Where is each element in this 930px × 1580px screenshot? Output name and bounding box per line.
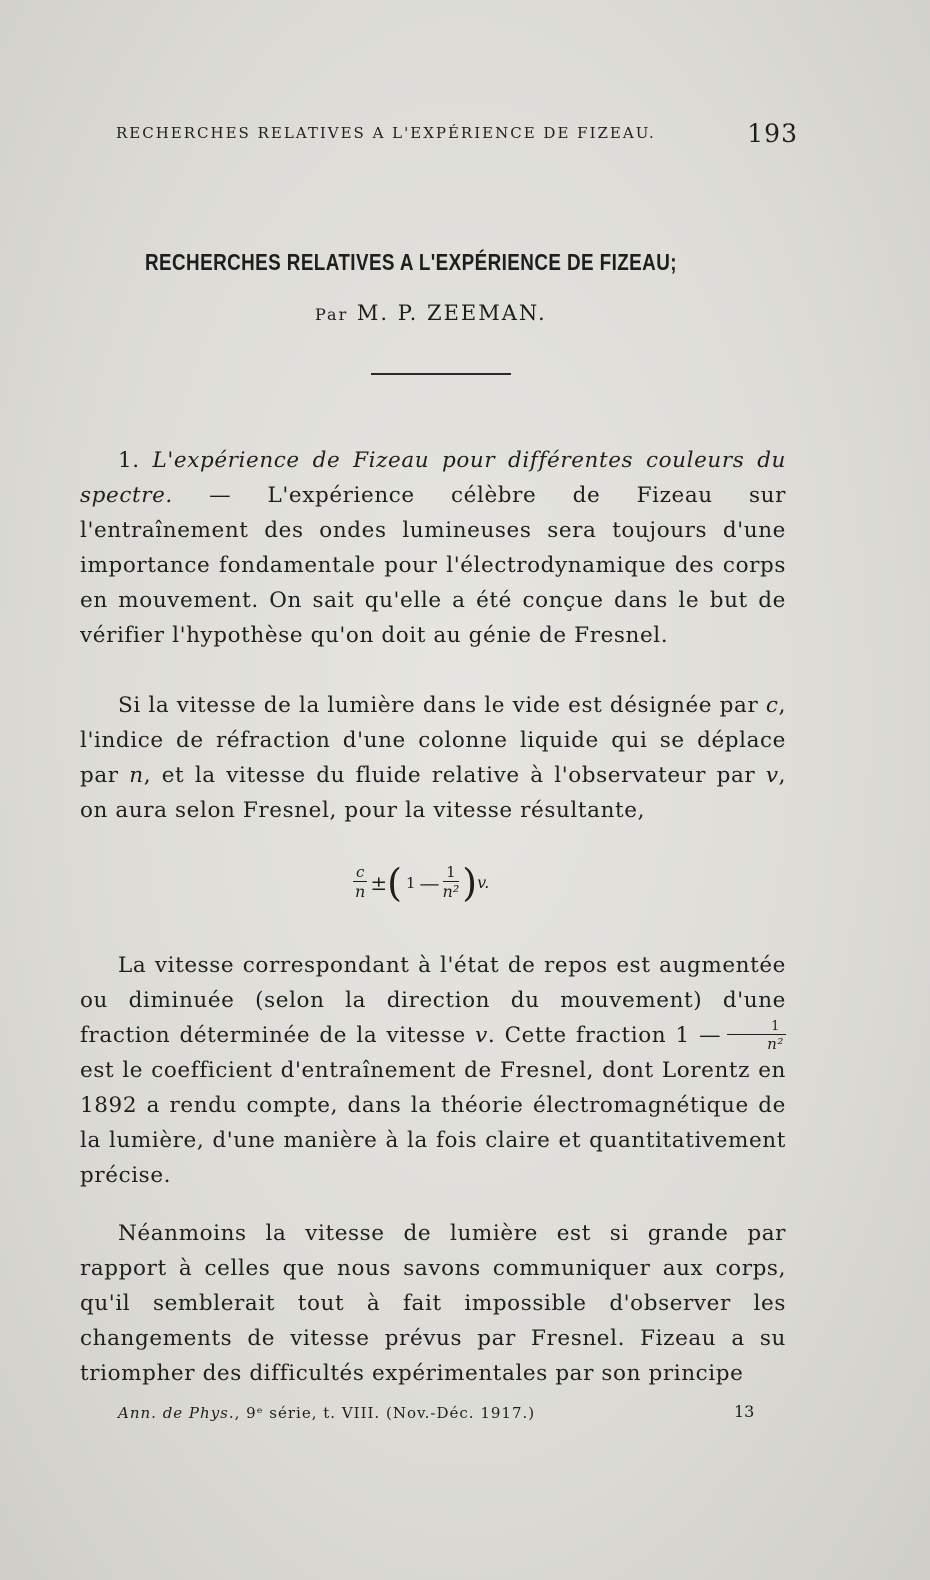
fraction-numerator: c xyxy=(353,863,367,882)
variable-c: c xyxy=(765,693,779,718)
paragraph-3 xyxy=(80,948,786,1193)
fraction-denominator: n² xyxy=(767,1034,784,1053)
paragraph-3-text-a: La vitesse correspondant à l'état de repos est augmentée ou diminuée (selon la direction du mouvement) d'une fraction déterminée de la vitesse xyxy=(80,953,786,1048)
formula-v: v. xyxy=(477,873,490,892)
variable-n: n xyxy=(129,763,144,788)
journal-details: , 9ᵉ série, t. VIII. (Nov.-Déc. 1917.) xyxy=(234,1404,536,1422)
author-prefix: Par xyxy=(315,305,349,324)
fraction-c-over-n xyxy=(353,863,367,902)
paragraph-2-text-a: Si la vitesse de la lumière dans le vide est désignée par xyxy=(118,693,759,718)
fraction-numerator: 1 xyxy=(443,863,459,882)
page-number: 193 xyxy=(747,119,798,148)
article-title: RECHERCHES RELATIVES A L'EXPÉRIENCE DE FIZEAU; xyxy=(145,249,677,275)
left-paren: ( xyxy=(387,860,402,905)
fraction-denominator: n² xyxy=(442,882,460,901)
variable-v: v xyxy=(475,1023,488,1048)
paragraph-4-text: Néanmoins la vitesse de lumière est si grande par rapport à celles que nous savons communiquer aux corps, qu'il semblerait tout à fait impossible d'observer les changements de vitesse prévus par Fresnel. Fizeau a su triompher des difficultés expérimentales par son principe xyxy=(80,1221,786,1386)
fraction-numerator: 1 xyxy=(727,1020,786,1035)
fraction-1-over-n2 xyxy=(443,863,460,902)
fraction-denominator: n xyxy=(355,882,366,901)
variable-v: v xyxy=(765,763,779,788)
journal-name: Ann. de Phys. xyxy=(118,1404,235,1422)
plus-minus-sign: ± xyxy=(370,870,388,895)
formula-one: 1 xyxy=(406,873,416,892)
paragraph-2-text-b: , l'indice de réfraction d'une colonne liquide qui se déplace par xyxy=(80,693,786,788)
paragraph-3-text-b: . Cette fraction 1 — xyxy=(487,1023,722,1048)
section-title: L'expérience de Fizeau pour différentes couleurs du spectre. xyxy=(80,448,787,508)
paragraph-4 xyxy=(80,1216,786,1391)
title-divider xyxy=(371,373,511,375)
paragraph-2-text-c: , et la vitesse du fluide relative à l'observateur par xyxy=(143,763,756,788)
minus-sign: — xyxy=(419,870,440,895)
paragraph-1-text: — L'expérience célèbre de Fizeau sur l'entraînement des ondes lumineuses sera toujours d'une importance fondamentale pour l'électrodynamique des corps en mouvement. On sait qu'elle a été conçue dans le but de vérifier l'hypothèse qu'on doit au génie de Fresnel. xyxy=(80,483,786,648)
right-paren: ) xyxy=(462,860,478,905)
section-number: 1. xyxy=(118,448,140,473)
inline-fraction xyxy=(727,1020,786,1053)
paragraph-1 xyxy=(80,443,786,653)
paragraph-2-text-d: , on aura selon Fresnel, pour la vitesse résultante, xyxy=(80,763,787,823)
paragraph-2 xyxy=(80,688,786,828)
running-head: RECHERCHES RELATIVES A L'EXPÉRIENCE DE FIZEAU. xyxy=(116,124,656,142)
author-name: M. P. ZEEMAN. xyxy=(356,301,547,325)
signature-mark: 13 xyxy=(734,1402,755,1421)
footer-citation xyxy=(118,1404,758,1422)
fresnel-formula xyxy=(350,860,490,905)
author-line xyxy=(315,301,547,325)
paragraph-3-text-c: est le coefficient d'entraînement de Fresnel, dont Lorentz en 1892 a rendu compte, dans la théorie électromagnétique de la lumière, d'une manière à la fois claire et quantitativement précise. xyxy=(80,1058,786,1188)
